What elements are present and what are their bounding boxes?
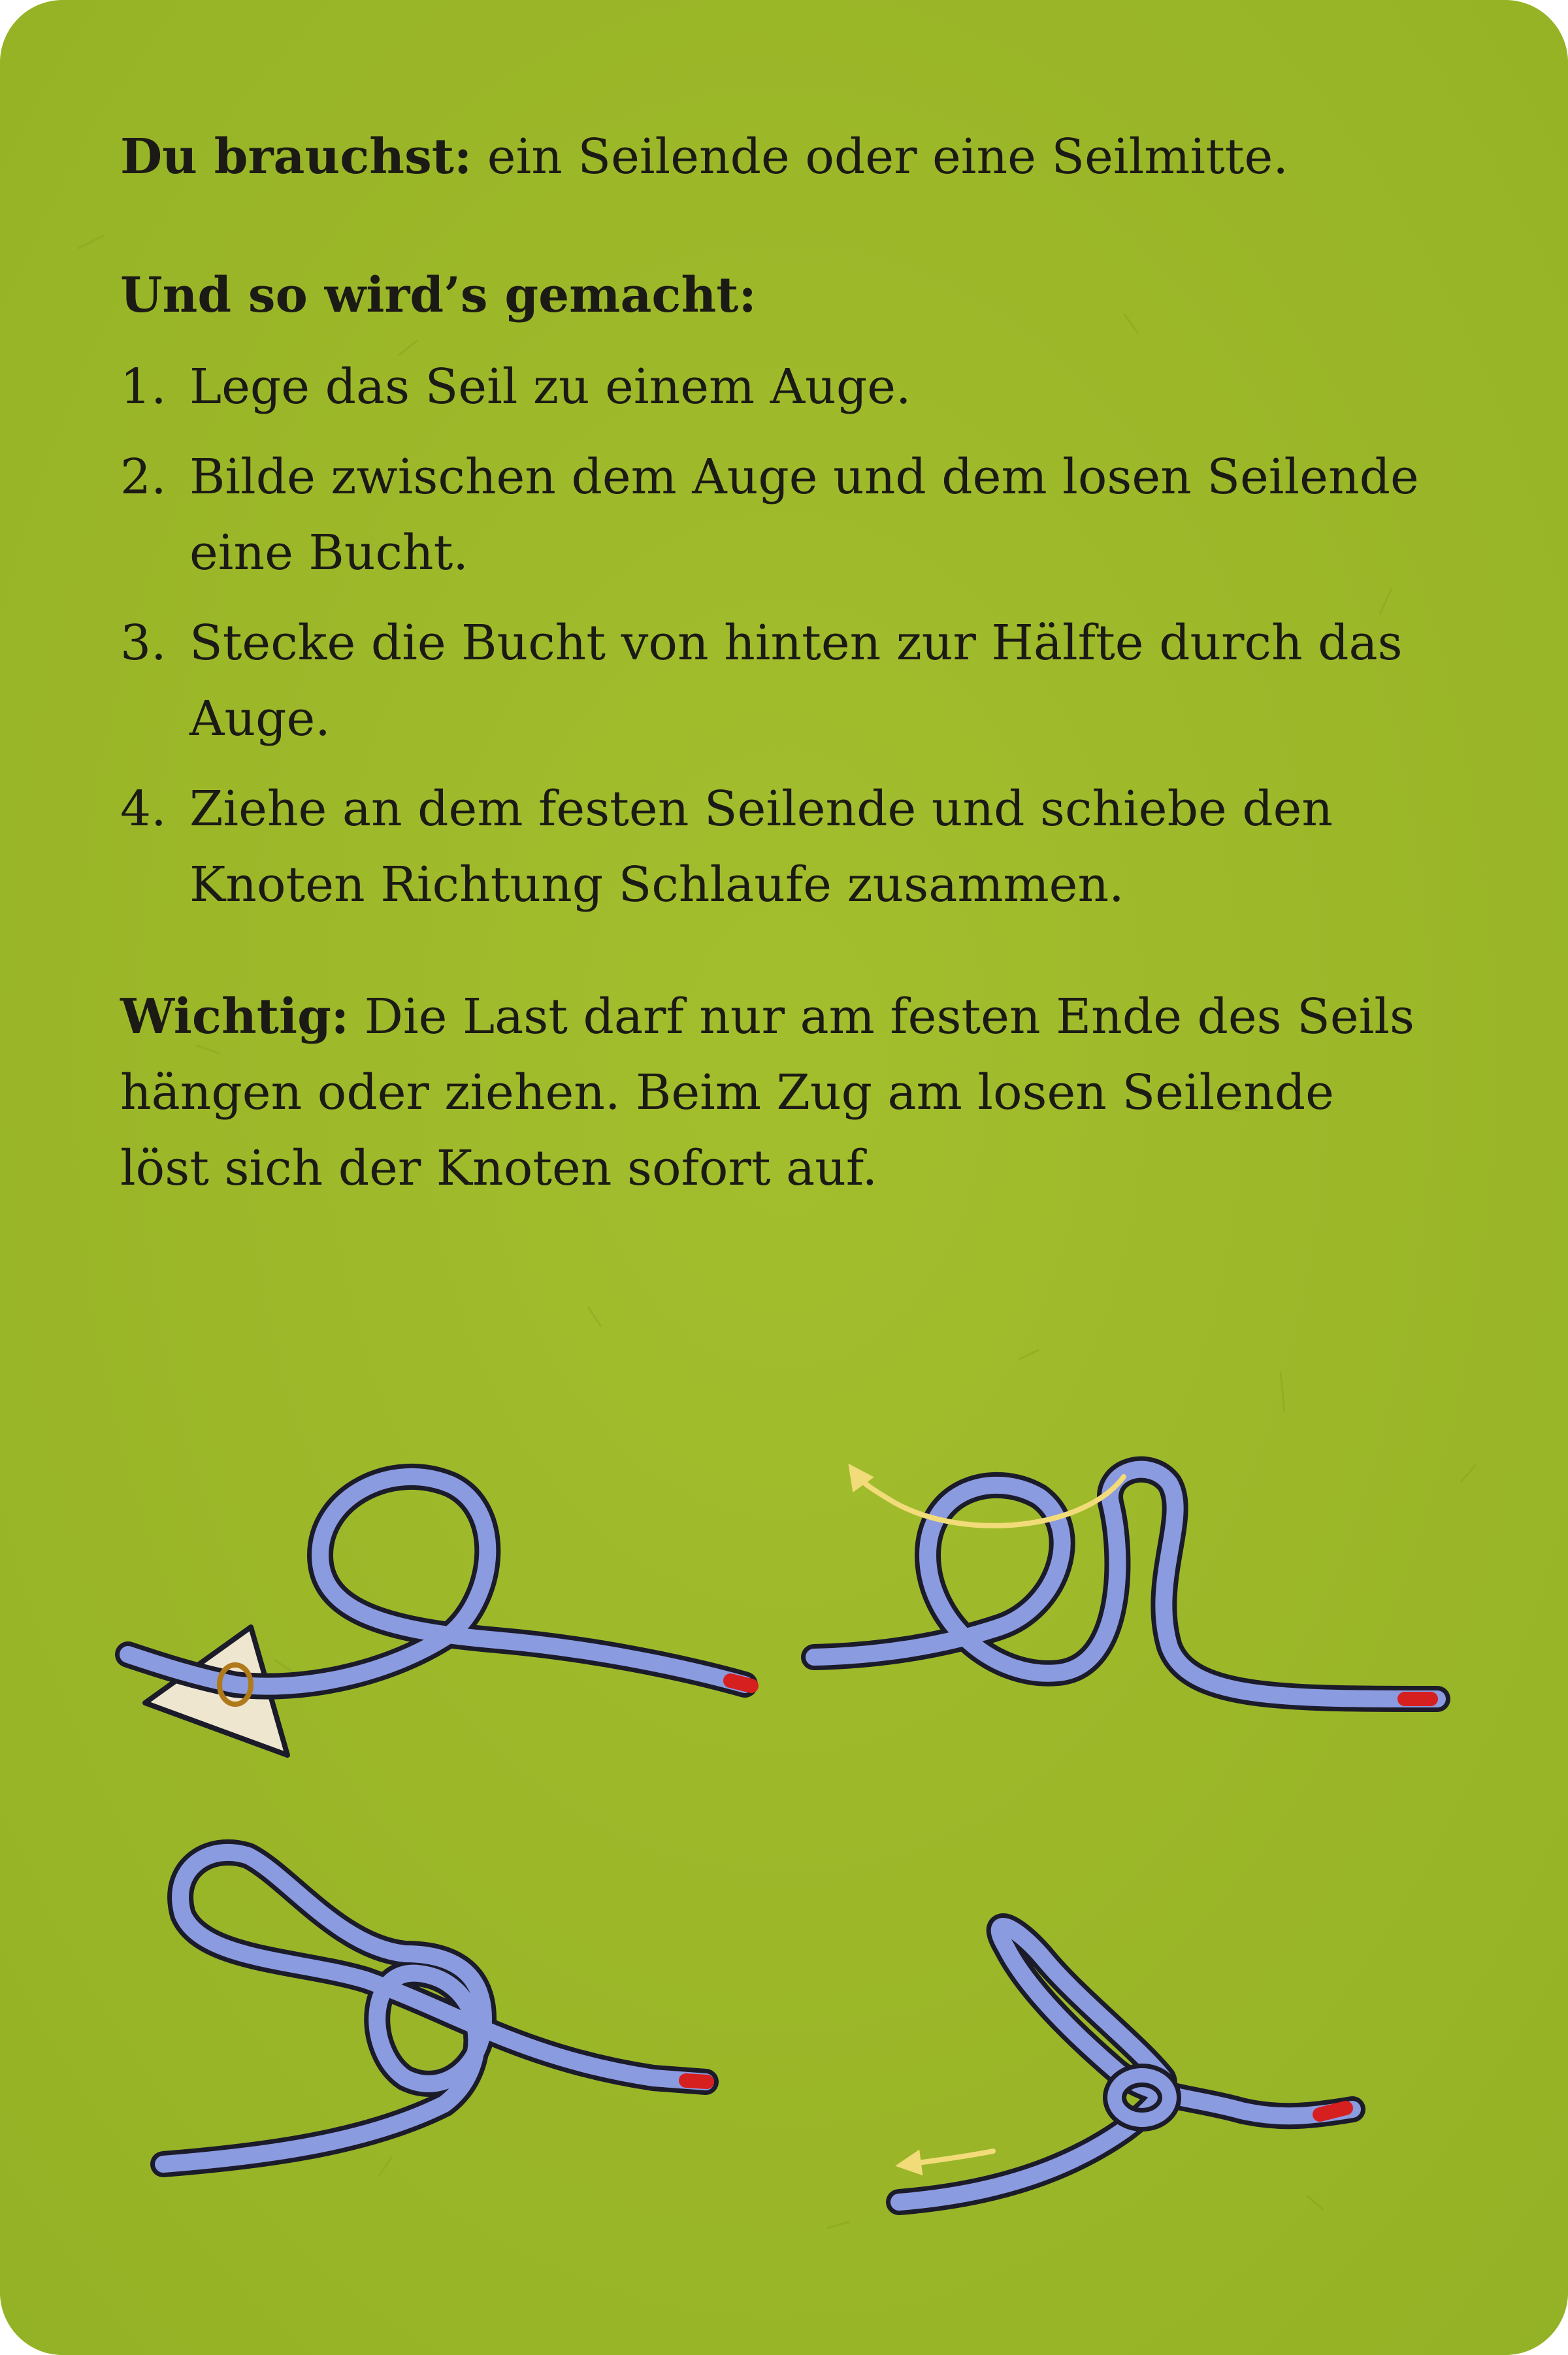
- bight-through-eye-icon: [163, 1853, 707, 2164]
- rope-end: [730, 1681, 751, 1686]
- warning-text: Die Last darf nur am festen Ende des Seils hängen oder ziehen. Beim Zug am losen Seilende löst sich der Knoten sofort auf.: [120, 989, 1414, 1196]
- rope: [163, 1853, 706, 2164]
- rope-eye-and-bight-icon: [814, 1470, 1437, 1699]
- instructions-heading: Und so wird’s gemacht:: [120, 267, 757, 323]
- warning-label: Wichtig:: [120, 989, 350, 1045]
- direction-arrow: [908, 2151, 993, 2164]
- requirements-label: Du brauchst:: [120, 129, 472, 185]
- tightened-knot-icon: [899, 1926, 1352, 2202]
- requirements-text: ein Seilende oder eine Seilmitte.: [487, 129, 1288, 185]
- step-text: Lege das Seil zu einem Auge.: [189, 359, 911, 415]
- step-text: Ziehe an dem festen Seilende und schiebe den Knoten Richtung Schlaufe zusammen.: [189, 781, 1333, 913]
- rope: [899, 1926, 1352, 2202]
- step-text: Bilde zwischen dem Auge und dem losen Seilende eine Bucht.: [189, 449, 1419, 581]
- rope: [814, 1470, 1437, 1699]
- rope-eye-with-tent-peg-icon: [128, 1477, 751, 1755]
- step-number: 3.: [120, 615, 167, 671]
- rope-end: [686, 2081, 707, 2082]
- rope-end: [1320, 2108, 1346, 2115]
- step-number: 1.: [120, 359, 167, 415]
- step-number: 4.: [120, 781, 167, 837]
- step-number: 2.: [120, 449, 167, 505]
- step-text: Stecke die Bucht von hinten zur Hälfte durch das Auge.: [189, 615, 1403, 747]
